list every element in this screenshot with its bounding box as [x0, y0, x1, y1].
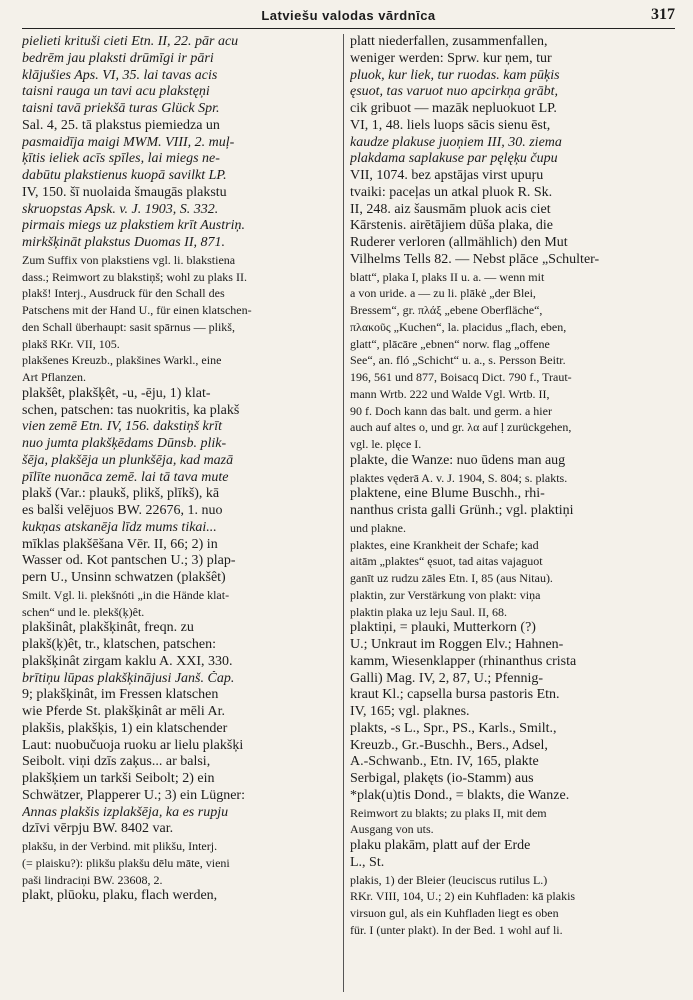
text-line: glatt“, plācāre „ebnen“ norw. flag „offene	[350, 336, 550, 351]
text-line: A.-Schwanb., Etn. IV, 165, plakte	[350, 754, 539, 770]
text-line: IV, 165; vgl. plaknes.	[350, 704, 470, 719]
text-line: plakdama saplakuse par pęlęķu čupu	[350, 151, 558, 167]
text-line: klājušies Aps. VI, 35. lai tavas acis	[22, 67, 218, 83]
text-line: mann Wrtb. 222 und Walde Vgl. Wrtb. II,	[350, 386, 550, 401]
text-line: platt niederfallen, zusammenfallen,	[350, 34, 548, 49]
text-line: wie Pferde St. plakšķinât ar mēli Ar.	[22, 704, 225, 719]
text-line: 9; plakšķinât, im Fressen klatschen	[22, 687, 219, 703]
text-line: plakt, plūoku, plaku, flach werden,	[22, 888, 218, 904]
text-line: plakšinât, plakšķinât, freqn. zu	[22, 620, 194, 636]
text-line: Serbigal, plakęts (io-Stamm) aus	[350, 771, 534, 786]
text-line: Seibolt. viņi dzīs zaķus... ar balsi,	[22, 754, 211, 770]
text-line: ganīt uz rudzu zāles Etn. I, 85 (aus Nitau).	[350, 571, 553, 585]
text-line: Vilhelms Tells 82. — Nebst plāce „Schulter-	[350, 251, 600, 267]
page-number: 317	[651, 6, 675, 23]
text-line: für. I (unter plakt). In der Bed. 1 wohl auf li.	[350, 922, 563, 937]
text-line: Wasser od. Kot pantschen U.; 3) plap-	[22, 553, 236, 569]
text-line: mirkšķināt plakstus Duomas II, 871.	[22, 235, 225, 250]
text-line: šēja, plakšēja un plunkšēja, kad mazā	[22, 452, 234, 468]
text-line: plakšķinât zirgam kaklu A. XXI, 330.	[22, 653, 233, 669]
text-line: pirmais miegs uz plakstiem krīt Austriņ.	[22, 218, 245, 234]
text-line: nuo jumta plakšķēdams Dūnsb. plik-	[22, 436, 227, 451]
text-line: auch auf altes o, und gr. λα auf ḷ zurückgehen,	[350, 420, 572, 435]
text-line: πλακοῦς „Kuchen“, la. placidus „flach, eben,	[350, 319, 567, 334]
text-line: Zum Suffix von plakstiens vgl. li. blakstiena	[22, 252, 236, 267]
text-line: weniger werden: Sprw. kur ņem, tur	[350, 50, 552, 66]
text-line: Smilt. Vgl. li. plekšnóti „in die Hände klat-	[22, 587, 230, 602]
text-line: brītiņu lūpas plakšķinājusi Janš. Čap.	[22, 670, 235, 686]
text-line: Annas plakšis izplakšēja, ka es rupju	[22, 804, 229, 820]
text-line: ķītis ieliek acīs spīles, lai miegs ne-	[22, 151, 220, 167]
text-line: U.; Unkraut im Roggen Elv.; Hahnen-	[350, 637, 564, 652]
text-line: a von uride. a — zu li. plākė „der Blei,	[350, 286, 536, 301]
text-line: pasmaidīja maigi MWM. VIII, 2. muļ-	[22, 134, 235, 150]
text-line: plakis, 1) der Bleier (leuciscus rutilus L.)	[350, 872, 548, 887]
text-line: taisni tavā priekšā turas Glück Spr.	[22, 101, 220, 116]
text-line: vgl. le. plęce I.	[350, 437, 422, 451]
text-line: Sal. 4, 25. tā plakstus piemiedza un	[22, 117, 220, 133]
running-title: Latviešu valodas vārdnīca	[261, 8, 436, 23]
column-divider	[343, 34, 344, 992]
text-line: plakts, -s L., Spr., PS., Karls., Smilt.,	[350, 720, 557, 736]
text-line: plakšķiem un tarkši Seibolt; 2) ein	[22, 771, 215, 786]
text-line: IV, 150. šī nuolaida šmaugās plakstu	[22, 184, 227, 200]
text-line: See“, an. fló „Schicht“ u. a., s. Persson Beitr.	[350, 353, 566, 368]
text-line: Reimwort zu blakts; zu plaks II, mit dem	[350, 805, 547, 820]
right-column	[350, 34, 676, 939]
text-line: paši lindraciņi BW. 23608, 2.	[22, 872, 163, 887]
text-line: pluok, kur liek, tur ruodas. kam pūķis	[350, 67, 560, 83]
text-line: Patschens mit der Hand U., für einen klatschen-	[22, 303, 252, 317]
text-line: 196, 561 und 877, Boisacq Dict. 790 f., Traut-	[350, 370, 572, 384]
text-line: plakš! Interj., Ausdruck für den Schall des	[22, 286, 225, 301]
text-line: ęsuot, tas varuot nuo apcirkņa grābt,	[350, 84, 559, 100]
text-line: plakšenes Kreuzb., plakšines Warkl., eine	[22, 353, 222, 368]
text-line: skruopstas Apsk. v. J. 1903, S. 332.	[22, 201, 219, 217]
text-line: Ruderer verloren (allmählich) den Mut	[350, 235, 568, 250]
text-line: kukņas atskanēja līdz mums tikai...	[22, 519, 217, 535]
text-line: virsuon gul, als ein Kuhfladen liegt es oben	[350, 906, 559, 920]
text-line: II, 248. aiz šausmām pluok acis ciet	[350, 201, 551, 217]
text-line: nanthus crista galli Grünh.; vgl. plaktiņi	[350, 503, 574, 518]
text-line: kamm, Wiesenklapper (rhinanthus crista	[350, 653, 577, 669]
text-line: dabūtu plakstienus kuopā savilkt LP.	[22, 168, 227, 183]
text-line: L., St.	[350, 854, 385, 870]
text-line: plaktes vęderā A. v. J. 1904, S. 804; s. plakts.	[350, 470, 568, 485]
text-line: Schwätzer, Plapperer U.; 3) ein Lügner:	[22, 787, 245, 803]
text-line: plaktiņi, = plauki, Mutterkorn (?)	[350, 620, 536, 636]
text-line: pīlīte nuonāca zemē. lai tā tava mute	[22, 469, 229, 485]
text-line: Galli) Mag. IV, 2, 87, U.; Pfennig-	[350, 670, 543, 686]
text-line: Kārstenis. airētājiem dūša plaka, die	[350, 218, 553, 234]
text-line: plakš RKr. VII, 105.	[22, 336, 120, 351]
text-line: aitām „plaktes“ ęsuot, tad aitas vajaguot	[350, 554, 543, 569]
text-line: RKr. VIII, 104, U.; 2) ein Kuhfladen: kā plakis	[350, 889, 576, 904]
text-line: Kreuzb., Gr.-Buschh., Bers., Adsel,	[350, 737, 548, 753]
text-line: dzīvi vērpju BW. 8402 var.	[22, 821, 174, 837]
text-line: bedrēm jau plaksti drūmīgi ir pāri	[22, 50, 214, 66]
text-line: plaktes, eine Krankheit der Schafe; kad	[350, 537, 539, 552]
text-line: den Schall überhaupt: sasit spārnus — plikš,	[22, 319, 235, 334]
text-line: VI, 1, 48. liels luops sācis sienu ēst,	[350, 117, 551, 133]
text-line: plaktin plaka uz leju Saul. II, 68.	[350, 604, 507, 619]
text-line: plakšis, plakšķis, 1) ein klatschender	[22, 720, 228, 736]
text-line: und plakne.	[350, 520, 406, 535]
text-line: dass.; Reimwort zu blakstiņš; wohl zu plaks II.	[22, 269, 247, 284]
left-column	[22, 34, 337, 905]
text-line: plakšu, in der Verbind. mit plikšu, Interj.	[22, 839, 218, 853]
text-line: Bressem“, gr. πλάξ „ebene Oberfläche“,	[350, 303, 543, 317]
text-line: cik gribuot — mazāk nepluokuot LP.	[350, 101, 557, 116]
text-line: plaktin, zur Verstärkung von plakt: viņa	[350, 587, 541, 602]
text-line: es balši velējuos BW. 22676, 1. nuo	[22, 503, 223, 518]
text-line: plakšêt, plakšķêt, -u, -ēju, 1) klat-	[22, 385, 211, 401]
header-rule	[22, 28, 675, 29]
page-header	[22, 6, 675, 28]
text-line: Laut: nuobučuoja ruoku ar lielu plakšķi	[22, 737, 244, 753]
text-line: *plak(u)tis Dond., = blakts, die Wanze.	[350, 787, 570, 803]
text-line: plakš (Var.: plaukš, plikš, plīkš), kā	[22, 486, 220, 502]
text-line: tvaiki: paceļas un atkal pluok R. Sk.	[350, 184, 553, 200]
text-line: plakš(ķ)êt, tr., klatschen, patschen:	[22, 637, 216, 652]
text-line: plaku plakām, platt auf der Erde	[350, 838, 531, 853]
text-line: schen, patschen: tas nuokritis, ka plakš	[22, 402, 240, 418]
text-line: 90 f. Doch kann das balt. und germ. a hier	[350, 403, 552, 418]
text-line: pielieti krituši cieti Etn. II, 22. pār acu	[22, 34, 239, 49]
text-line: schen“ und le. plekš(ķ)êt.	[22, 604, 145, 619]
text-line: kaudze plakuse juoņiem III, 30. ziema	[350, 134, 562, 150]
text-line: mīklas plakšēšana Vēr. II, 66; 2) in	[22, 536, 218, 552]
text-line: plaktene, eine Blume Buschh., rhi-	[350, 486, 545, 502]
text-line: pern U., Unsinn schwatzen (plakšêt)	[22, 570, 226, 585]
text-line: VII, 1074. bez apstājas virst upuŗu	[350, 168, 544, 183]
text-line: blatt“, plaka I, plaks II u. a. — wenn mit	[350, 269, 545, 284]
text-line: Ausgang von uts.	[350, 822, 434, 837]
text-line: kraut Kl.; capsella bursa pastoris Etn.	[350, 687, 560, 703]
text-line: taisni rauga un tavi acu plakstęņi	[22, 84, 210, 100]
text-line: Art Pflanzen.	[22, 370, 86, 384]
text-line: vien zemē Etn. IV, 156. dakstiņš krīt	[22, 419, 222, 435]
text-line: (= plaisku?): plikšu plakšu dēlu māte, vieni	[22, 855, 230, 870]
text-line: plakte, die Wanze: nuo ūdens man aug	[350, 452, 566, 468]
